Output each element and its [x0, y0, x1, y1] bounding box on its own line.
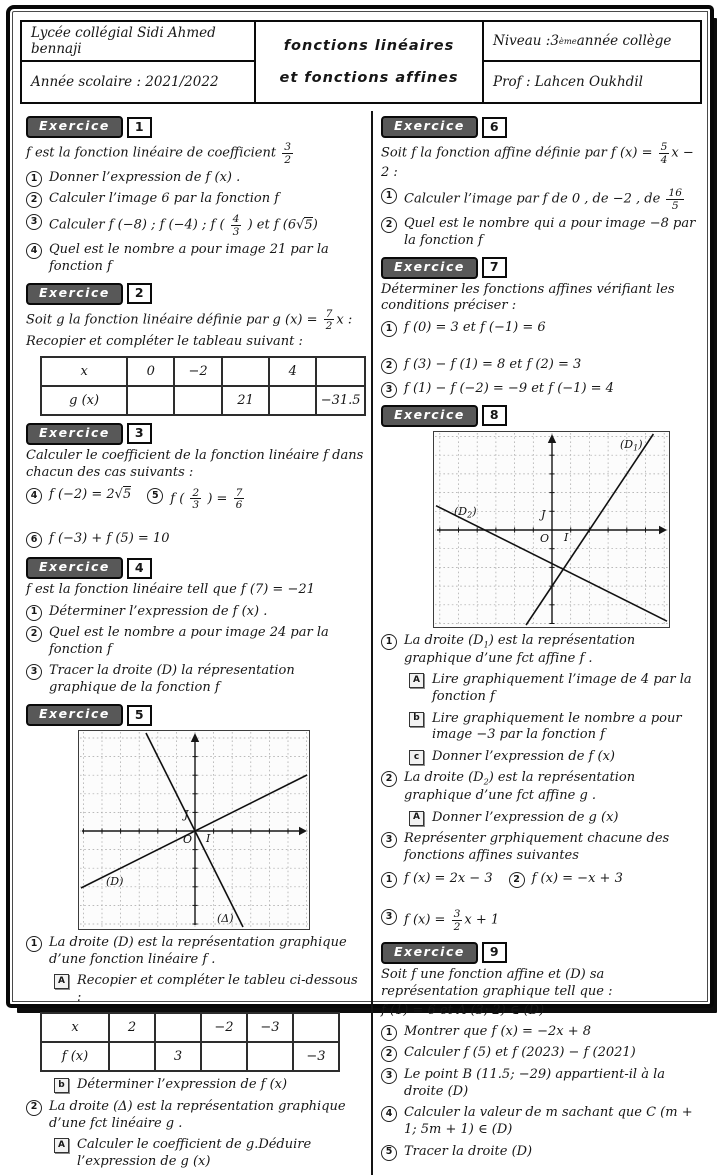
- question: [381, 1105, 702, 1139]
- question-number: 3: [26, 214, 42, 230]
- question-number: 6: [26, 532, 42, 548]
- question: [381, 1067, 702, 1101]
- title-line-1: fonctions linéaires: [283, 38, 455, 54]
- table-header-cell: x: [41, 357, 127, 386]
- question-text: f (x) = 2x − 3: [404, 871, 493, 887]
- exercise-number: 7: [482, 257, 507, 278]
- question-text: La droite (Δ) est la représentation graphique d’une fct linéaire g .: [49, 1098, 346, 1131]
- sub-question: [409, 749, 702, 766]
- question-text: Calculer f (5) et f (2023) − f (2021): [404, 1045, 636, 1061]
- svg-text:O: O: [540, 531, 550, 545]
- exercise-ribbon: Exercice: [26, 283, 123, 305]
- exercise-number: 1: [127, 117, 152, 138]
- question-text: f (0) = 3 et f (−1) = 6: [404, 320, 546, 336]
- table-cell: 21: [222, 386, 269, 415]
- table-cell: −2: [174, 357, 222, 386]
- exercise-9-header: [381, 942, 702, 964]
- question-number: 4: [381, 1106, 397, 1122]
- table-cell: 3: [155, 1042, 201, 1071]
- table-row: [41, 1013, 339, 1042]
- question: [381, 1024, 702, 1041]
- question-text: Calculer f (−8) ; f (−4) ; f ( $\frac{4}{3}$ ) et f (6√5): [49, 211, 318, 238]
- sub-question-letter: A: [54, 974, 69, 989]
- exercise-number: 6: [482, 117, 507, 138]
- worksheet-title: [256, 22, 482, 102]
- sub-question-text: Donner l’expression de g (x): [432, 809, 619, 825]
- question-number: 2: [381, 1046, 397, 1062]
- question: [26, 213, 366, 237]
- svg-text:(D): (D): [106, 875, 124, 889]
- question-row: [26, 485, 366, 550]
- exercise-number: 5: [127, 705, 152, 726]
- exercise-6: [381, 116, 702, 250]
- sub-question-text: Recopier et compléter le tableu ci-dessous :: [77, 973, 358, 1006]
- question-number: 1: [381, 188, 397, 204]
- exercise-intro: Déterminer les fonctions affines vérifiant les conditions préciser :: [381, 281, 675, 314]
- question-number: 1: [26, 936, 42, 952]
- sub-question-text: Déterminer l’expression de f (x): [77, 1077, 288, 1093]
- question-text: Calculer l’image 6 par la fonction f: [49, 191, 280, 207]
- table-cell: 2: [109, 1013, 155, 1042]
- sub-question: [54, 1137, 366, 1171]
- question-text: Montrer que f (x) = −2x + 8: [404, 1023, 592, 1039]
- question: [26, 191, 366, 208]
- question-text: Quel est le nombre a pour image 24 par la fonction f: [49, 625, 329, 657]
- exercise-5: [26, 704, 366, 1171]
- svg-text:J: J: [184, 808, 189, 822]
- question-number: 2: [509, 872, 525, 888]
- question-text: f ( $\frac{2}{3}$ ) = $\frac{7}{6}$: [170, 485, 243, 512]
- table-cell: [127, 386, 174, 415]
- table-cell: [201, 1042, 247, 1071]
- exercise-number: 3: [127, 423, 152, 444]
- question: [26, 604, 366, 621]
- question-text: Déterminer l’expression de f (x) .: [49, 603, 268, 619]
- question: [381, 216, 702, 250]
- exercise-6-header: [381, 116, 702, 138]
- table-cell: −2: [201, 1013, 247, 1042]
- values-table: [40, 1012, 340, 1072]
- question-text: f (1) − f (−2) = −9 et f (−1) = 4: [404, 380, 614, 396]
- sub-question-text: Calculer le coefficient de g.Déduire l’expression de g (x): [77, 1136, 312, 1169]
- exercise-2: [26, 283, 366, 416]
- question-number: 1: [381, 634, 397, 650]
- table-cell: −3: [293, 1042, 339, 1071]
- exercise-3-header: [26, 423, 366, 445]
- question-number: 3: [381, 1068, 397, 1084]
- question-row: [381, 869, 702, 934]
- question-text: Représenter grphiquement chacune des fonctions affines suivantes: [404, 831, 670, 863]
- question-number: 4: [26, 243, 42, 259]
- table-row: [41, 1042, 339, 1071]
- sub-question-letter: c: [409, 750, 424, 765]
- svg-text:(D1): $(D_1)$: [620, 437, 643, 453]
- svg-text:O: O: [183, 833, 193, 847]
- exercise-ribbon: Exercice: [381, 942, 478, 964]
- question: [381, 381, 702, 398]
- exercise-number: 8: [482, 405, 507, 426]
- exercise-9: [381, 942, 702, 1161]
- sub-question-text: Lire graphiquement le nombre a pour image −3 par la fonction f: [432, 710, 682, 743]
- table-row: [41, 386, 365, 415]
- question: [509, 871, 623, 888]
- exercise-number: 4: [127, 558, 152, 579]
- exercise-3: [26, 423, 366, 550]
- sub-question: [54, 973, 366, 1007]
- question-number: 3: [381, 382, 397, 398]
- exercise-7-header: [381, 257, 702, 279]
- question-text: f (−3) + f (5) = 10: [49, 531, 170, 547]
- question: [381, 908, 499, 932]
- question: [26, 935, 366, 969]
- svg-text:I: I: [564, 530, 569, 544]
- table-row: [41, 357, 365, 386]
- question: [381, 770, 702, 805]
- question: [381, 187, 702, 211]
- sub-question-letter: b: [409, 712, 424, 727]
- exercise-2-header: [26, 283, 366, 305]
- question-text: Tracer la droite (D) la répresentation graphique de la fonction f: [49, 663, 295, 696]
- sub-question-letter: b: [54, 1078, 69, 1093]
- header-left-cell: [22, 22, 256, 102]
- question-text: Calculer la valeur de m sachant que C (m + 1; 5m + 1) ∈ (D): [404, 1105, 693, 1138]
- question: [26, 487, 131, 511]
- sub-question-letter: A: [54, 1138, 69, 1153]
- sub-question-letter: A: [409, 673, 424, 688]
- question-number: 4: [26, 488, 42, 504]
- question: [26, 170, 366, 187]
- table-header-cell: f (x): [41, 1042, 109, 1071]
- values-table: [40, 356, 366, 416]
- sub-question: [409, 672, 702, 706]
- table-cell: [109, 1042, 155, 1071]
- left-column: [18, 109, 371, 1175]
- question-number: 2: [26, 1100, 42, 1116]
- question-text: La droite $(D_2)$ est la représentation graphique d’une fct affine g .: [404, 770, 636, 804]
- question: [381, 871, 493, 888]
- table-cell: [155, 1013, 201, 1042]
- table-cell: 0: [127, 357, 174, 386]
- question-text: Quel est le nombre a pour image 21 par la fonction f: [49, 241, 329, 274]
- title-line-2: et fonctions affines: [279, 70, 459, 86]
- question-number: 5: [147, 488, 163, 504]
- question: [26, 1099, 366, 1133]
- question: [381, 831, 702, 865]
- exercise-4: [26, 557, 366, 697]
- exercise-ribbon: Exercice: [381, 116, 478, 138]
- question: [26, 531, 169, 548]
- question: [26, 663, 366, 697]
- exercise-intro: Soit f une fonction affine et (D) sa représentation graphique tell que :: [381, 966, 613, 999]
- exercise-ribbon: Exercice: [26, 557, 123, 579]
- question-number: 2: [381, 358, 397, 374]
- question-text: Tracer la droite (D): [404, 1143, 533, 1159]
- question: [381, 320, 546, 337]
- question-number: 1: [26, 605, 42, 621]
- table-cell: [174, 386, 222, 415]
- exercise-intro-2: f (1) = 6 et A (3; 2) ∈ (D): [381, 1002, 545, 1018]
- question-text: f (x) = −x + 3: [531, 871, 623, 887]
- exercise-7: [381, 257, 702, 398]
- svg-text:(D2): $(D_2)$: [454, 504, 477, 520]
- exercise-intro-2: Recopier et compléter le tableau suivant :: [26, 334, 303, 350]
- question-number: 2: [381, 771, 397, 787]
- question-text: Le point B (11.5; −29) appartient-il à la droite (D): [404, 1066, 666, 1099]
- exercise-5-header: [26, 704, 366, 726]
- table-header-cell: g (x): [41, 386, 127, 415]
- question-text: Donner l’expression de f (x) .: [49, 169, 241, 185]
- svg-text:J: J: [541, 507, 546, 521]
- table-cell: [316, 357, 365, 386]
- sub-question-text: Lire graphiquement l’image de 4 par la fonction f: [432, 672, 692, 705]
- sub-question-text: Donner l’expression de f (x): [432, 748, 615, 764]
- school-name: Lycée collégial Sidi Ahmed bennaji: [22, 22, 254, 62]
- question-text: f (x) = $\frac{3}{2}$ x + 1: [404, 907, 500, 934]
- question-text: La droite (D) est la représentation graphique d’une fonction linéaire f .: [49, 935, 347, 968]
- svg-text:I: I: [206, 832, 211, 846]
- question: [381, 357, 581, 374]
- question-text: f (−2) = 2√5: [49, 486, 132, 502]
- exercise-ribbon: Exercice: [381, 405, 478, 427]
- exercise-ribbon: Exercice: [381, 257, 478, 279]
- table-header-cell: x: [41, 1013, 109, 1042]
- graph-figure-lines-D1-D2: [433, 431, 670, 628]
- question: [381, 1045, 702, 1062]
- table-cell: −31.5: [316, 386, 365, 415]
- exercise-ribbon: Exercice: [26, 423, 123, 445]
- question-number: 1: [26, 171, 42, 187]
- sub-question-letter: A: [409, 811, 424, 826]
- header-right-cell: [482, 22, 700, 102]
- exercise-intro: Soit g la fonction linéaire définie par g (x) = $\frac{7}{2}$ x :: [26, 306, 353, 333]
- exercise-4-header: [26, 557, 366, 579]
- exercise-number: 9: [482, 942, 507, 963]
- table-cell: [222, 357, 269, 386]
- exercise-ribbon: Exercice: [26, 704, 123, 726]
- question: [381, 633, 702, 668]
- question-number: 1: [381, 1025, 397, 1041]
- exercise-intro: Calculer le coefficient de la fonction linéaire f dans chacun des cas suivants :: [26, 447, 364, 480]
- exercise-number: 2: [127, 283, 152, 304]
- exercise-8-header: [381, 405, 702, 427]
- svg-text:(Δ): (Δ): [217, 912, 234, 926]
- question-text: f (3) − f (1) = 8 et f (2) = 3: [404, 357, 582, 373]
- question-number: 2: [381, 217, 397, 233]
- question-number: 2: [26, 626, 42, 642]
- exercise-intro: f est la fonction linéaire tell que f (7) = −21: [26, 582, 315, 598]
- exercise-intro: Soit f la fonction affine définie par f (x) = $\frac{5}{4}$ x − 2 :: [381, 140, 694, 181]
- table-cell: [269, 386, 316, 415]
- level: Niveau :3 ème année collège: [484, 22, 700, 62]
- school-year: Année scolaire : 2021/2022: [31, 74, 219, 90]
- question: [381, 1144, 702, 1161]
- table-cell: [293, 1013, 339, 1042]
- question-number: 3: [26, 664, 42, 680]
- question-number: 1: [381, 321, 397, 337]
- question: [147, 487, 246, 511]
- question-number: 3: [381, 909, 397, 925]
- question-number: 5: [381, 1145, 397, 1161]
- question-number: 1: [381, 872, 397, 888]
- sub-question: [409, 810, 702, 827]
- graph-figure-lines-D-delta: [78, 730, 310, 930]
- question-number: 3: [381, 832, 397, 848]
- exercise-ribbon: Exercice: [26, 116, 123, 138]
- question-row: [381, 318, 702, 376]
- question: [26, 625, 366, 659]
- right-column: [373, 109, 704, 1175]
- exercise-intro: f est la fonction linéaire de coefficient $\frac{3}{2}$: [26, 140, 291, 166]
- exercise-1-header: [26, 116, 366, 138]
- question: [26, 242, 366, 276]
- question-text: La droite $(D_1)$ est la représentation graphique d’une fct affine f .: [404, 632, 636, 666]
- exercise-1: [26, 116, 366, 276]
- content-columns: [18, 109, 704, 1175]
- worksheet-page: [6, 5, 714, 1169]
- question-text: Calculer l’image par f de 0 , de −2 , de $\frac{16}{5}$: [404, 185, 682, 212]
- sub-question: [54, 1077, 366, 1094]
- header-table: [20, 20, 702, 104]
- sub-question: [409, 711, 702, 745]
- table-cell: 4: [269, 357, 316, 386]
- question-text: Quel est le nombre qui a pour image −8 par la fonction f: [404, 215, 696, 248]
- table-cell: −3: [247, 1013, 293, 1042]
- question-number: 2: [26, 192, 42, 208]
- table-cell: [247, 1042, 293, 1071]
- exercise-8: [381, 405, 702, 935]
- teacher: Prof : Lahcen Oukhdil: [493, 74, 643, 90]
